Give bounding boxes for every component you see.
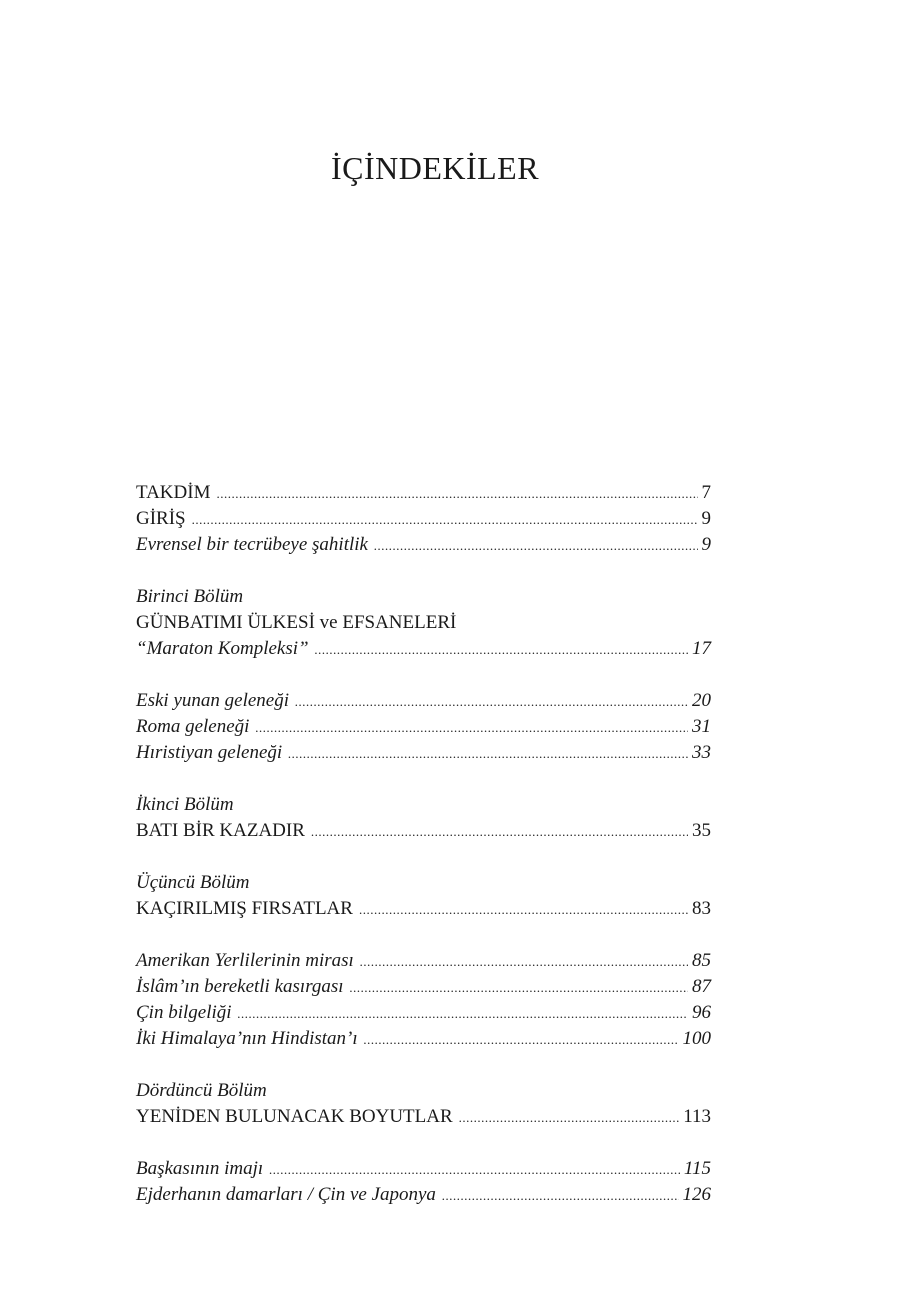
- toc-entry-label: TAKDİM: [136, 482, 211, 503]
- toc-page-number: 33: [692, 742, 711, 763]
- toc-entry-giris[interactable]: [136, 506, 711, 532]
- part-label: Birinci Bölüm: [136, 586, 244, 607]
- toc-entry-amerikan[interactable]: [136, 948, 711, 974]
- dot-leader: [315, 637, 688, 663]
- toc-page-number: 31: [692, 716, 711, 737]
- toc-entry-label: Evrensel bir tecrübeye şahitlik: [136, 534, 368, 555]
- dot-leader: [192, 507, 698, 533]
- toc-entry-hindistan[interactable]: [136, 1026, 711, 1052]
- toc-entry-label: KAÇIRILMIŞ FIRSATLAR: [136, 898, 353, 919]
- toc-entry-maraton[interactable]: [136, 636, 711, 662]
- dot-leader: [350, 975, 688, 1001]
- toc-entry-label: İslâm’ın bereketli kasırgası: [136, 976, 344, 997]
- toc-entry-label: Çin bilgeliği: [136, 1002, 232, 1023]
- toc-entry-baskasinin[interactable]: [136, 1156, 711, 1182]
- dot-leader: [216, 481, 697, 507]
- dot-leader: [269, 1157, 680, 1183]
- toc-page-number: 115: [683, 1158, 711, 1179]
- toc-page-number: 20: [692, 690, 711, 711]
- toc-entry-label: Eski yunan geleneği: [136, 690, 290, 711]
- toc-entry-roma[interactable]: [136, 714, 711, 740]
- dot-leader: [442, 1183, 679, 1209]
- dot-leader: [359, 897, 688, 923]
- part-label: İkinci Bölüm: [136, 794, 234, 815]
- dot-leader: [238, 1001, 688, 1027]
- toc-entry-eski-yunan[interactable]: [136, 688, 711, 714]
- toc-page-number: 113: [683, 1106, 711, 1127]
- toc-entry-label: Amerikan Yerlilerinin mirası: [136, 950, 354, 971]
- toc-entry-bati[interactable]: [136, 818, 711, 844]
- dot-leader: [374, 533, 698, 559]
- toc-entry-yeniden[interactable]: [136, 1104, 711, 1130]
- chapter-heading: GÜNBATIMI ÜLKESİ ve EFSANELERİ: [136, 612, 457, 633]
- toc-entry-label: Başkasının imajı: [136, 1158, 264, 1179]
- dot-leader: [360, 949, 688, 975]
- toc-entry-label: GİRİŞ: [136, 508, 186, 529]
- toc-page-number: 87: [692, 976, 711, 997]
- toc-page-number: 96: [692, 1002, 711, 1023]
- toc-page-number: 126: [682, 1184, 711, 1205]
- dot-leader: [255, 715, 688, 741]
- toc-entry-islam[interactable]: [136, 974, 711, 1000]
- toc-page-number: 9: [701, 534, 711, 555]
- dot-leader: [459, 1105, 680, 1131]
- dot-leader: [364, 1027, 679, 1053]
- toc-entry-label: Roma geleneği: [136, 716, 250, 737]
- toc-entry-label: BATI BİR KAZADIR: [136, 820, 305, 841]
- toc-page-number: 17: [692, 638, 711, 659]
- toc-entry-hiristiyan[interactable]: [136, 740, 711, 766]
- toc-page-number: 9: [701, 508, 711, 529]
- toc-page-number: 83: [692, 898, 711, 919]
- page-title: İÇİNDEKİLER: [330, 150, 540, 186]
- toc-entry-label: YENİDEN BULUNACAK BOYUTLAR: [136, 1106, 453, 1127]
- toc-entry-kacirilmis[interactable]: [136, 896, 711, 922]
- toc-entry-label: İki Himalaya’nın Hindistan’ı: [136, 1028, 358, 1049]
- part-label: Dördüncü Bölüm: [136, 1080, 267, 1101]
- dot-leader: [288, 741, 688, 767]
- toc-entry-ejderhanin[interactable]: [136, 1182, 711, 1208]
- toc-entry-evrensel[interactable]: [136, 532, 711, 558]
- table-of-contents: [136, 480, 711, 1208]
- toc-entry-takdim[interactable]: [136, 480, 711, 506]
- toc-page-number: 7: [701, 482, 711, 503]
- toc-entry-label: Ejderhanın damarları / Çin ve Japonya: [136, 1184, 436, 1205]
- dot-leader: [295, 689, 688, 715]
- toc-page-number: 100: [682, 1028, 711, 1049]
- dot-leader: [311, 819, 688, 845]
- part-label: Üçüncü Bölüm: [136, 872, 250, 893]
- toc-entry-label: Hıristiyan geleneği: [136, 742, 283, 763]
- toc-entry-cin[interactable]: [136, 1000, 711, 1026]
- toc-entry-label: “Maraton Kompleksi”: [136, 638, 309, 659]
- toc-page-number: 35: [692, 820, 711, 841]
- toc-page-number: 85: [692, 950, 711, 971]
